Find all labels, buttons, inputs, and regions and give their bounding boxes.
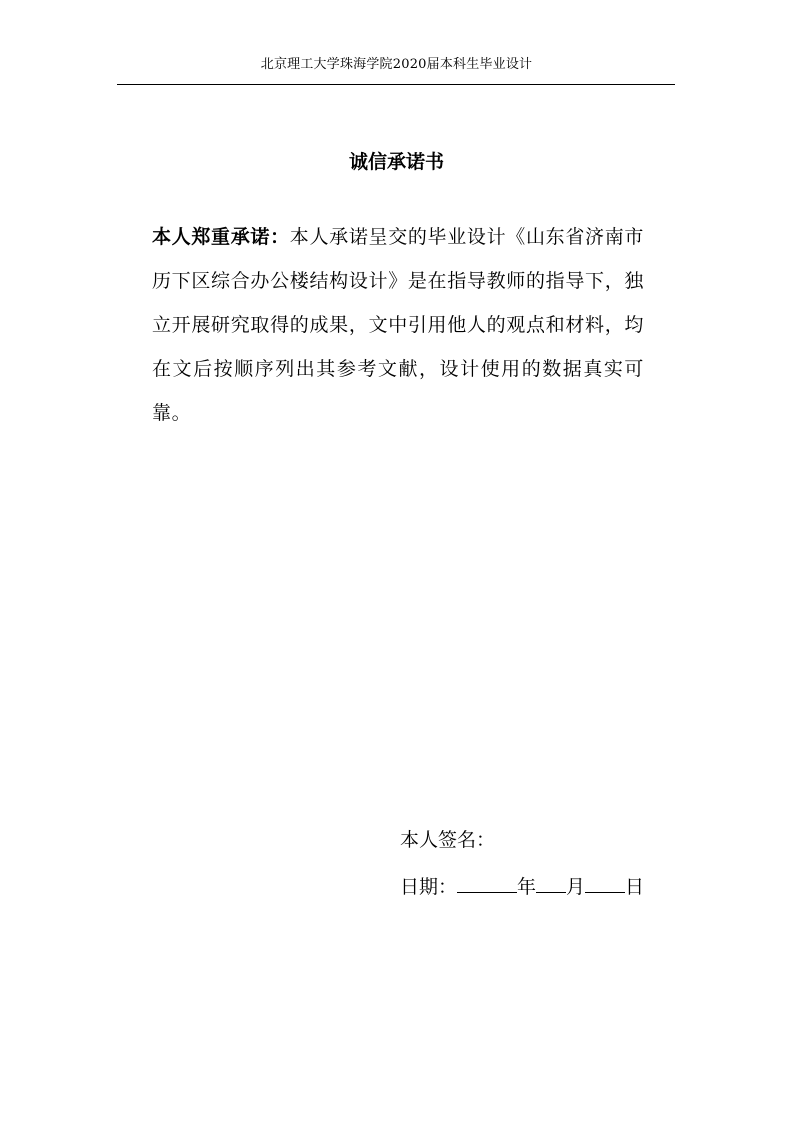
month-label: 月	[566, 876, 586, 898]
year-blank	[457, 872, 517, 893]
day-label: 日	[625, 876, 645, 898]
signature-line	[400, 827, 495, 853]
header-rule	[117, 84, 675, 85]
signature-label: 本人签名：	[400, 829, 496, 851]
page-header: 北京理工大学珠海学院2020届本科生毕业设计	[260, 57, 533, 72]
statement-lead: 本人郑重承诺：	[152, 226, 290, 248]
year-label: 年	[517, 876, 537, 898]
document-title: 诚信承诺书	[348, 151, 444, 173]
month-blank	[536, 872, 566, 893]
statement-paragraph	[152, 215, 644, 435]
day-blank	[585, 872, 625, 893]
statement-body: 本人承诺呈交的毕业设计《山东省济南市历下区综合办公楼结构设计》是在指导教师的指导下，独立开展研究取得的成果，文中引用他人的观点和材料，均在文后按顺序列出其参考文献，设计使用的数据真实可靠。	[152, 226, 644, 424]
date-label: 日期：	[400, 876, 458, 898]
date-line	[400, 872, 644, 900]
